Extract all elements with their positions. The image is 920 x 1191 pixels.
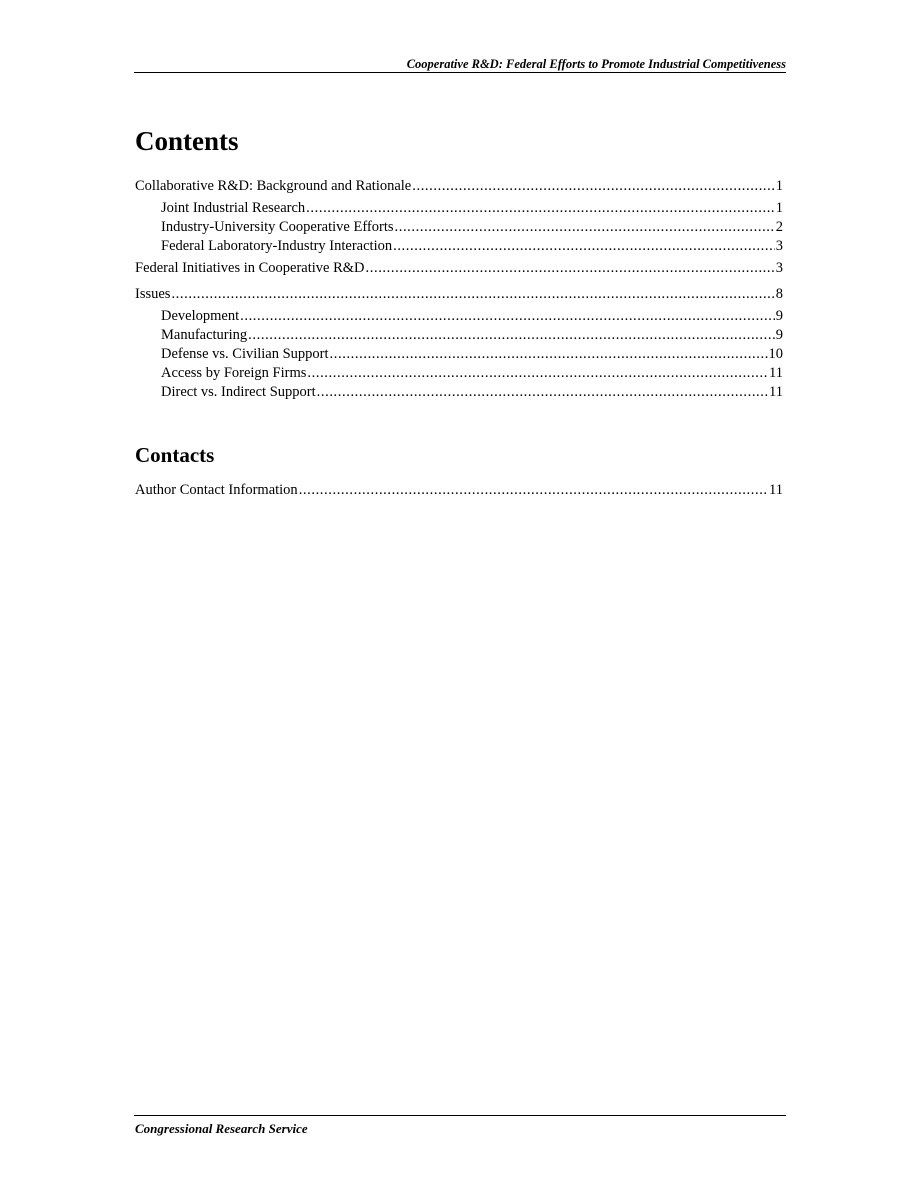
toc-entry-page: 2 <box>775 219 783 235</box>
toc-entry-page: 11 <box>769 482 783 498</box>
toc-entry-page: 9 <box>775 308 783 324</box>
toc-entry-page: 3 <box>775 238 783 254</box>
toc-entry-joint-industrial-research[interactable] <box>161 199 783 218</box>
dot-leader <box>299 481 768 500</box>
toc-entry-defense-vs-civilian[interactable] <box>161 345 783 364</box>
toc-entry-title: Industry-University Cooperative Efforts <box>161 219 394 235</box>
toc-entry-background-rationale[interactable] <box>135 177 783 196</box>
toc-entry-title: Issues <box>135 286 171 302</box>
toc-entry-title: Development <box>161 308 240 324</box>
toc-entry-page: 10 <box>768 346 783 362</box>
toc-entry-page: 3 <box>775 260 783 276</box>
toc-entry-title: Federal Initiatives in Cooperative R&D <box>135 260 365 276</box>
dot-leader <box>412 177 775 196</box>
toc-entry-access-by-foreign-firms[interactable] <box>161 364 783 383</box>
dot-leader <box>317 383 768 402</box>
dot-leader <box>330 345 768 364</box>
contacts-heading: Contacts <box>135 443 215 467</box>
dot-leader <box>366 259 775 278</box>
toc-entry-development[interactable] <box>161 307 783 326</box>
dot-leader <box>395 218 775 237</box>
toc-entry-page: 1 <box>775 200 783 216</box>
toc-entry-title: Defense vs. Civilian Support <box>161 346 329 362</box>
toc-entry-page: 11 <box>769 384 783 400</box>
toc-entry-page: 9 <box>775 327 783 343</box>
toc-entry-title: Federal Laboratory-Industry Interaction <box>161 238 393 254</box>
toc-entry-direct-vs-indirect[interactable] <box>161 383 783 402</box>
toc-entry-industry-university[interactable] <box>161 218 783 237</box>
footer-rule <box>134 1115 786 1116</box>
dot-leader <box>393 237 775 256</box>
page-footer: Congressional Research Service <box>135 1121 308 1136</box>
toc-entry-title: Access by Foreign Firms <box>161 365 307 381</box>
running-header: Cooperative R&D: Federal Efforts to Promote Industrial Competitiveness <box>406 57 786 71</box>
toc-entry-page: 11 <box>769 365 783 381</box>
toc-entry-federal-laboratory-industry[interactable] <box>161 237 783 256</box>
toc-entry-page: 8 <box>775 286 783 302</box>
toc-entry-title: Collaborative R&D: Background and Rationale <box>135 178 412 194</box>
toc-entry-federal-initiatives[interactable] <box>135 259 783 278</box>
toc-entry-title: Author Contact Information <box>135 482 298 498</box>
toc-entry-issues[interactable] <box>135 285 783 304</box>
toc-entry-title: Direct vs. Indirect Support <box>161 384 316 400</box>
header-rule <box>134 72 786 73</box>
dot-leader <box>307 364 768 383</box>
toc-entry-page: 1 <box>775 178 783 194</box>
toc-entry-title: Joint Industrial Research <box>161 200 306 216</box>
toc-entry-manufacturing[interactable] <box>161 326 783 345</box>
toc-entry-title: Manufacturing <box>161 327 248 343</box>
contents-heading: Contents <box>135 126 239 156</box>
toc-entry-author-contact[interactable] <box>135 481 783 500</box>
dot-leader <box>240 307 775 326</box>
dot-leader <box>306 199 775 218</box>
dot-leader <box>248 326 775 345</box>
dot-leader <box>171 285 774 304</box>
